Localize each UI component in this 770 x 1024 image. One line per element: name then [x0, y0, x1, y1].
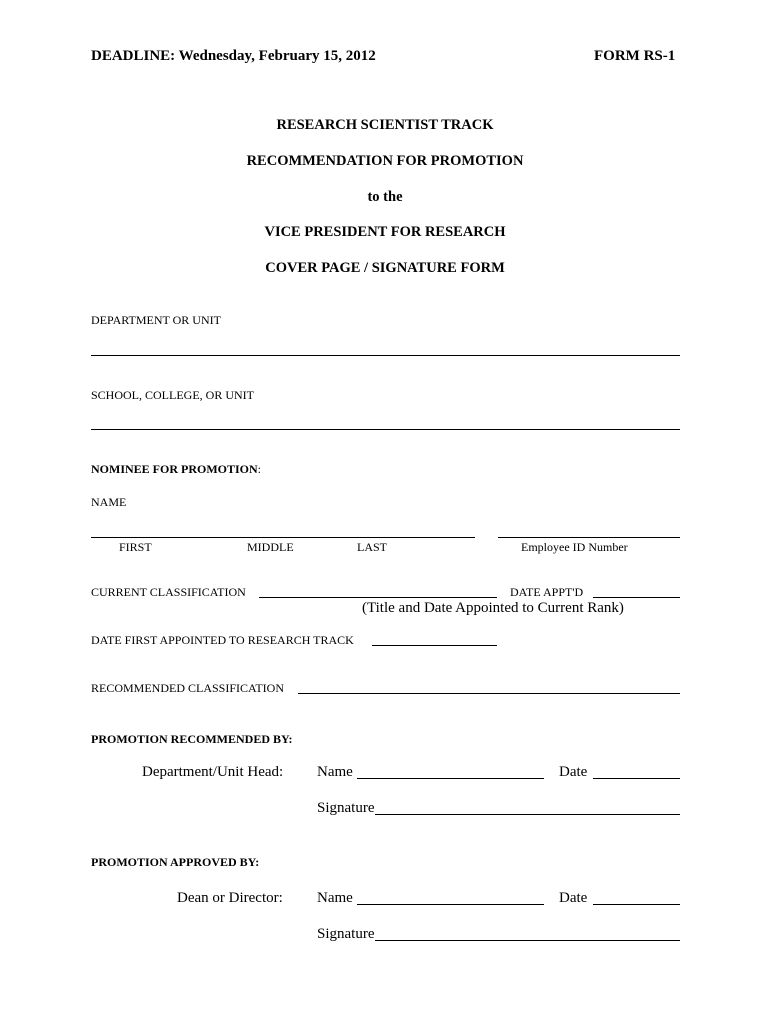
- recommended-date-label: Date: [559, 764, 588, 780]
- current-classification-label: CURRENT CLASSIFICATION: [91, 585, 246, 599]
- recommended-classification-field[interactable]: [298, 693, 680, 694]
- recommended-signature-label: Signature: [317, 800, 375, 816]
- approved-role-label: Dean or Director:: [177, 890, 283, 906]
- nominee-heading-text: NOMINEE FOR PROMOTION: [91, 462, 258, 476]
- title-date-note: (Title and Date Appointed to Current Rank): [362, 600, 624, 616]
- title-track: RESEARCH SCIENTIST TRACK: [276, 117, 494, 133]
- date-first-appointed-label: DATE FIRST APPOINTED TO RESEARCH TRACK: [91, 633, 354, 647]
- current-classification-field[interactable]: [259, 597, 497, 598]
- recommended-date-field[interactable]: [593, 778, 680, 779]
- employee-id-label: Employee ID Number: [521, 540, 628, 554]
- approved-date-field[interactable]: [593, 904, 680, 905]
- middle-name-label: MIDDLE: [247, 540, 294, 554]
- full-name-field[interactable]: [91, 537, 475, 538]
- recommended-name-field[interactable]: [357, 778, 544, 779]
- approved-signature-field[interactable]: [375, 940, 680, 941]
- title-recommendation: RECOMMENDATION FOR PROMOTION: [246, 153, 524, 169]
- recommended-signature-field[interactable]: [375, 814, 680, 815]
- date-appointed-label: DATE APPT'D: [510, 585, 584, 599]
- date-first-appointed-field[interactable]: [372, 645, 497, 646]
- department-field[interactable]: [91, 355, 680, 356]
- recommended-name-label: Name: [317, 764, 353, 780]
- date-appointed-field[interactable]: [593, 597, 680, 598]
- recommended-by-heading: PROMOTION RECOMMENDED BY:: [91, 732, 293, 746]
- school-field[interactable]: [91, 429, 680, 430]
- approved-signature-label: Signature: [317, 926, 375, 942]
- department-label: DEPARTMENT OR UNIT: [91, 313, 221, 327]
- school-label: SCHOOL, COLLEGE, OR UNIT: [91, 388, 254, 402]
- title-vice-president: VICE PRESIDENT FOR RESEARCH: [264, 224, 506, 240]
- title-cover-page: COVER PAGE / SIGNATURE FORM: [265, 260, 505, 276]
- employee-id-field[interactable]: [498, 537, 680, 538]
- approved-name-field[interactable]: [357, 904, 544, 905]
- approved-date-label: Date: [559, 890, 588, 906]
- approved-name-label: Name: [317, 890, 353, 906]
- recommended-classification-label: RECOMMENDED CLASSIFICATION: [91, 681, 285, 695]
- title-to-the: to the: [367, 189, 403, 205]
- first-name-label: FIRST: [119, 540, 152, 554]
- recommended-role-label: Department/Unit Head:: [142, 764, 284, 780]
- form-id: FORM RS-1: [594, 48, 676, 64]
- deadline-text: DEADLINE: Wednesday, February 15, 2012: [91, 48, 376, 64]
- name-label: NAME: [91, 495, 127, 509]
- nominee-heading: [91, 462, 261, 477]
- approved-by-heading: PROMOTION APPROVED BY:: [91, 855, 260, 869]
- last-name-label: LAST: [357, 540, 387, 554]
- nominee-heading-colon: :: [257, 462, 262, 476]
